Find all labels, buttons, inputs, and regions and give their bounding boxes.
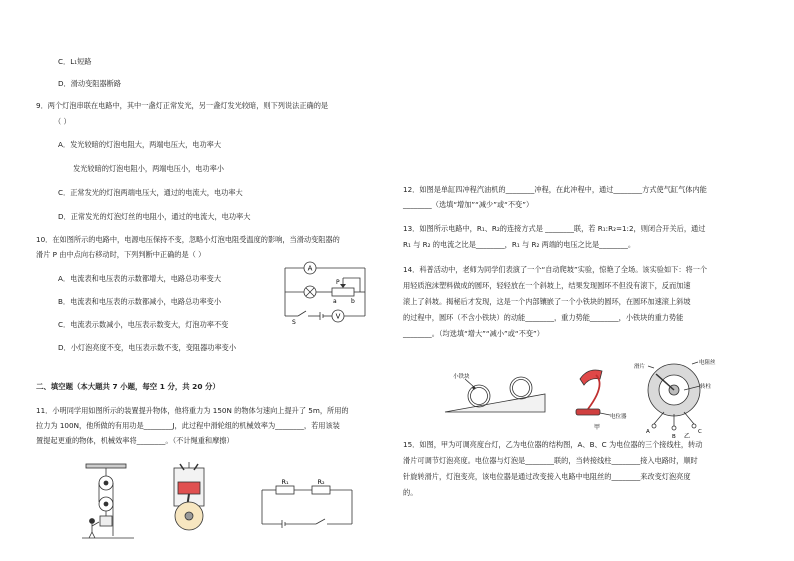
q15-yi-label: 乙	[684, 433, 691, 440]
q8-option-c: C．L₁短路	[58, 57, 92, 66]
section-2-heading: 二、填空题（本大题共 7 小题，每空 1 分，共 20 分）	[36, 382, 220, 391]
q15-slider-label: 滑片	[634, 364, 646, 370]
q9-option-b: 发光较暗的灯泡电阻小，两端电压小，电功率小	[73, 164, 224, 173]
q9-option-a: A．发光较暗的灯泡电阻大，两端电压大，电功率大	[58, 140, 222, 149]
q10-slider-arrow	[340, 284, 346, 288]
q9-option-c: C．正常发光的灯泡两端电压大，通过的电流大，电功率大	[58, 188, 243, 197]
q10-end-b-label: b	[351, 298, 355, 305]
q10-circuit-diagram	[280, 258, 370, 324]
q13-r1-label: R₁	[281, 478, 289, 486]
q14-line5: ________。（均选填“增大”“减小”或“不变”）	[403, 329, 544, 338]
q10-switch-label: S	[292, 319, 296, 324]
q14-line3: 滚上了斜坡。揭秘后才发现，这是一个内部镶嵌了一个小铁块的圆环，在圆环加速滚上斜坡	[403, 297, 691, 306]
q15-terminal-a: A	[646, 429, 650, 435]
q10-slider-label: P	[336, 279, 340, 286]
q15-wire-label: 电阻丝	[699, 360, 716, 366]
q13-circuit-diagram	[258, 476, 356, 532]
q15-jia-label: 甲	[594, 424, 601, 431]
q10-end-a-label: a	[333, 298, 337, 305]
q8-option-d: D．滑动变阻器断路	[58, 79, 122, 88]
q12-line1: 12．如图是单缸四冲程汽油机的________冲程，在此冲程中，通过________方式使气缸气体内能	[403, 185, 707, 194]
q14-line4: 的过程中，圆环（不含小铁块）的动能________，重力势能________，小铁块的重力势能	[403, 313, 684, 322]
q10-option-c: C．电流表示数减小，电压表示数变大，灯泡功率不变	[58, 320, 229, 329]
q10-line1: 10．在如图所示的电路中，电源电压保持不变，忽略小灯泡电阻受温度的影响，当滑动变阻器的	[36, 235, 340, 244]
q11-line3: 置提起更重的物体，机械效率将________。（不计绳重和摩擦）	[36, 436, 234, 445]
q15-knob-label: 转柱	[700, 384, 712, 390]
q15-terminal-c: C	[698, 429, 702, 435]
q15-line1: 15．如图，甲为可调亮度台灯，乙为电位器的结构图，A、B、C 为电位器的三个接线柱，转动	[403, 440, 703, 449]
q10-option-b: B．电流表和电压表的示数都减小，电路总功率变小	[58, 297, 222, 306]
q10-option-a: A．电流表和电压表的示数都增大，电路总功率变大	[58, 274, 222, 283]
q14-line2: 用轻质泡沫塑料做成的圆环，轻轻放在一个斜坡上，结果发现圆环不但没有滚下，反而加速	[403, 281, 691, 290]
q9-option-d: D．正常发光的灯泡灯丝的电阻小，通过的电流大，电功率大	[58, 212, 251, 221]
q9-stem: 9．两个灯泡串联在电路中，其中一盏灯正常发光，另一盏灯发光较暗，则下列说法正确的是	[36, 101, 329, 110]
q10-line2: 滑片 P 由中点向右移动时，下列判断中正确的是（ ）	[36, 250, 206, 259]
q10-voltmeter-label: V	[335, 312, 341, 321]
q15-pot-label: 电位器	[610, 414, 627, 420]
q15-lamp-figure	[566, 365, 632, 433]
q14-line1: 14．科普活动中，老师为同学们表演了一个“自动爬坡”实验，惊艳了全场。该实验如下：将一个	[403, 265, 708, 274]
q15-line4: 的。	[403, 488, 418, 497]
q9-paren: （ ）	[54, 117, 71, 126]
q11-line2: 拉力为 100N，他所做的有用功是________J，此过程中滑轮组的机械效率为________，若用该装	[36, 421, 340, 430]
q14-iron-label: 小铁块	[453, 374, 470, 380]
q14-incline-figure	[443, 368, 549, 416]
q10-option-d: D．小灯泡亮度不变，电压表示数不变，变阻器功率变小	[58, 343, 237, 352]
q13-line2: R₁ 与 R₂ 的电流之比是________，R₁ 与 R₂ 两端的电压之比是________。	[403, 240, 636, 249]
q11-pulley-figure	[78, 462, 138, 540]
q15-line2: 滑片可调节灯泡亮度。电位器与灯泡是________联的，当转接线柱________接入电路时，顺时	[403, 456, 698, 465]
q12-engine-figure	[160, 462, 218, 534]
q15-potentiometer-figure	[626, 356, 722, 440]
q12-line2: ________（选填“增加”“减少”或“不变”）	[403, 200, 534, 209]
q15-terminal-b: B	[672, 434, 676, 440]
q10-ammeter-label: A	[307, 264, 313, 273]
q11-line1: 11．小明同学用如图所示的装置提升物体，他将重力为 150N 的物体匀速向上提升了 5m，所用的	[36, 406, 349, 415]
q15-line3: 针旋转滑片，灯泡变亮，该电位器是通过改变接入电路中电阻丝的________来改变灯泡亮度	[403, 472, 691, 481]
q13-r2-label: R₂	[317, 478, 325, 486]
q13-line1: 13．如图所示电路中，R₁、R₂的连接方式是 ________联，若 R₁:R₂=1:2，则闭合开关后，通过	[403, 224, 706, 233]
